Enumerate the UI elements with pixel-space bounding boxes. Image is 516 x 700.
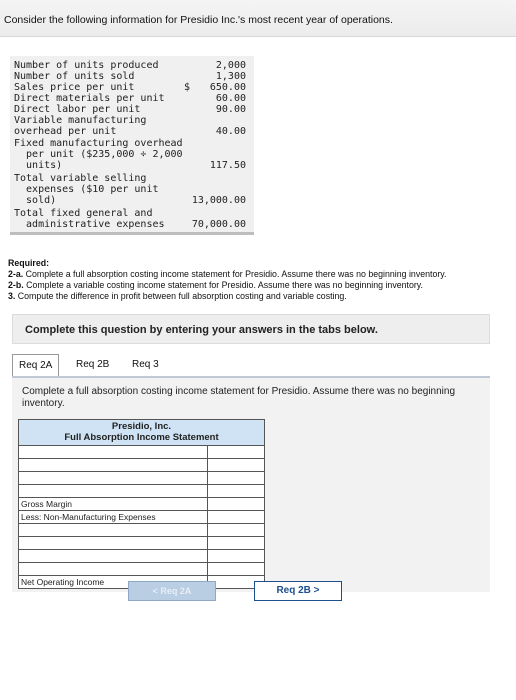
net-operating-income-label: Net Operating Income bbox=[19, 576, 208, 588]
statement-row bbox=[19, 550, 264, 563]
statement-header bbox=[19, 420, 264, 446]
company-name: Presidio, Inc. bbox=[111, 421, 172, 432]
statement-title: Full Absorption Income Statement bbox=[64, 432, 219, 443]
currency-symbol: $ bbox=[184, 82, 191, 93]
data-value: 13,000.00 bbox=[191, 195, 246, 206]
income-statement bbox=[18, 419, 265, 589]
row-label-input[interactable] bbox=[19, 563, 208, 575]
tab-bar bbox=[12, 354, 490, 376]
row-amount-input[interactable] bbox=[208, 498, 264, 510]
row-amount-input[interactable] bbox=[208, 472, 264, 484]
gross-margin-label: Gross Margin bbox=[19, 498, 208, 510]
non-manufacturing-label: Less: Non-Manufacturing Expenses bbox=[19, 511, 208, 523]
row-amount-input[interactable] bbox=[208, 550, 264, 562]
next-button[interactable]: Req 2B > bbox=[254, 581, 342, 601]
row-amount-input[interactable] bbox=[208, 485, 264, 497]
data-value: 60.00 bbox=[215, 93, 246, 104]
prev-button[interactable]: < Req 2A bbox=[128, 581, 216, 601]
panel-instruction: Complete a full absorption costing income statement for Presidio. Assume there was no beginning inventory. bbox=[22, 386, 456, 409]
statement-row bbox=[19, 472, 264, 485]
statement-row bbox=[19, 563, 264, 576]
tab-req-3[interactable]: Req 3 bbox=[132, 359, 159, 370]
data-value: 117.50 bbox=[209, 160, 246, 171]
required-item: 2-b. Complete a variable costing income statement for Presidio. Assume there was no beginning inventory. bbox=[8, 280, 423, 290]
data-label: Number of units sold bbox=[14, 71, 135, 82]
row-amount-input[interactable] bbox=[208, 511, 264, 523]
data-value: 650.00 bbox=[209, 82, 246, 93]
row-label-input[interactable] bbox=[19, 550, 208, 562]
required-section bbox=[8, 258, 513, 302]
data-label: Fixed manufacturing overhead per unit ($235,000 ÷ 2,000 units) bbox=[14, 138, 183, 171]
required-heading: Required: bbox=[8, 258, 50, 268]
instruction-banner: Complete this question by entering your answers in the tabs below. bbox=[12, 314, 490, 344]
data-table bbox=[10, 56, 254, 235]
data-value: 40.00 bbox=[215, 126, 246, 137]
required-item: 2-a. Complete a full absorption costing income statement for Presidio. Assume there was no beginning inventory. bbox=[8, 269, 447, 279]
tab-req-2b[interactable]: Req 2B bbox=[76, 359, 110, 370]
data-value: 90.00 bbox=[215, 104, 246, 115]
data-value: 1,300 bbox=[215, 71, 246, 82]
statement-row bbox=[19, 446, 264, 459]
row-label-input[interactable] bbox=[19, 485, 208, 497]
statement-row bbox=[19, 537, 264, 550]
statement-row bbox=[19, 498, 264, 511]
row-amount-input[interactable] bbox=[208, 446, 264, 458]
data-label: Sales price per unit bbox=[14, 82, 135, 93]
data-value: 70,000.00 bbox=[191, 219, 246, 230]
statement-row bbox=[19, 485, 264, 498]
row-label-input[interactable] bbox=[19, 524, 208, 536]
row-amount-input[interactable] bbox=[208, 537, 264, 549]
statement-row bbox=[19, 511, 264, 524]
row-label-input[interactable] bbox=[19, 472, 208, 484]
row-amount-input[interactable] bbox=[208, 459, 264, 471]
row-label-input[interactable] bbox=[19, 537, 208, 549]
data-label: Variable manufacturing overhead per unit bbox=[14, 115, 147, 137]
row-amount-input[interactable] bbox=[208, 524, 264, 536]
data-label: Total variable selling expenses ($10 per unit sold) bbox=[14, 173, 159, 206]
row-label-input[interactable] bbox=[19, 446, 208, 458]
data-value: 2,000 bbox=[215, 60, 246, 71]
statement-row bbox=[19, 524, 264, 537]
statement-row bbox=[19, 459, 264, 472]
required-item: 3. Compute the difference in profit between full absorption costing and variable costing. bbox=[8, 291, 347, 301]
row-amount-input[interactable] bbox=[208, 563, 264, 575]
row-label-input[interactable] bbox=[19, 459, 208, 471]
data-label: Direct labor per unit bbox=[14, 104, 141, 115]
data-label: Direct materials per unit bbox=[14, 93, 165, 104]
intro-text: Consider the following information for Presidio Inc.'s most recent year of operations. bbox=[4, 14, 393, 26]
data-label: Number of units produced bbox=[14, 60, 159, 71]
tab-req-2a[interactable]: Req 2A bbox=[12, 354, 59, 378]
data-label: Total fixed general and administrative expenses bbox=[14, 208, 165, 230]
